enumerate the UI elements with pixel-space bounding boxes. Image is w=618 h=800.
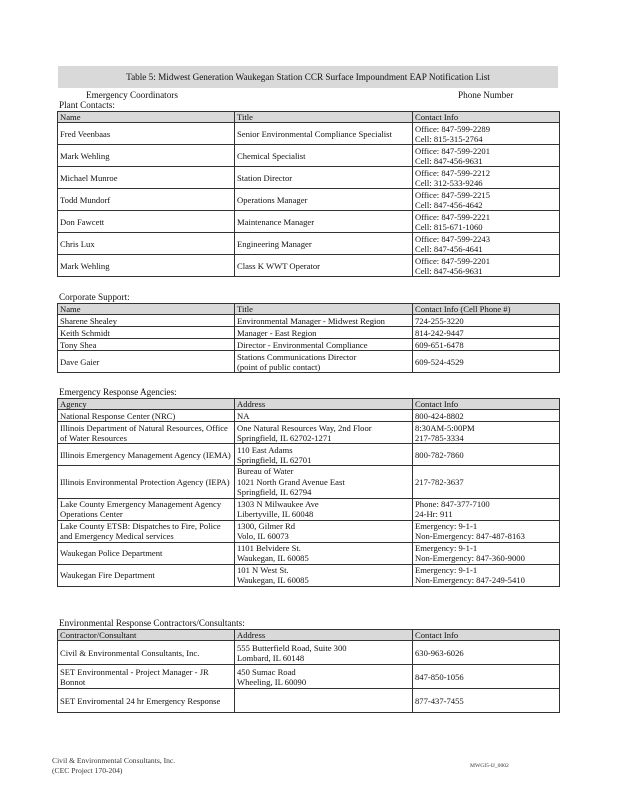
footer-document-code: MWGI5-IJ_0002 (470, 763, 509, 769)
table-row (58, 665, 560, 689)
contractor-contact: 847-850-1056 (413, 665, 560, 689)
contact-info: Office: 847-599-2215 Cell: 847-456-4642 (413, 189, 560, 211)
contact-name: Don Fawcett (58, 211, 235, 233)
table-row (58, 564, 560, 586)
table-row (58, 123, 560, 145)
contact-title: Stations Communications Director (point of public contact) (235, 351, 413, 373)
contractor-name: Civil & Environmental Consultants, Inc. (58, 641, 235, 665)
table-row (58, 542, 560, 564)
table-header-row (58, 304, 560, 315)
contact-info: Office: 847-599-2201 Cell: 847-456-9631 (413, 255, 560, 277)
contact-title: Senior Environmental Compliance Specialist (235, 123, 413, 145)
contact-name: Michael Munroe (58, 167, 235, 189)
table-row (58, 339, 560, 351)
table-row (58, 315, 560, 327)
contractor-contact: 877-437-7455 (413, 689, 560, 713)
table-row (58, 641, 560, 665)
contractor-name: SET Environmental - Project Manager - JR Bonnot (58, 665, 235, 689)
column-header: Contractor/Consultant (58, 630, 235, 641)
contact-name: Dave Gaier (58, 351, 235, 373)
contact-info: Office: 847-599-2243 Cell: 847-456-4641 (413, 233, 560, 255)
table-row (58, 351, 560, 373)
contact-title: Engineering Manager (235, 233, 413, 255)
column-header: Name (58, 112, 235, 123)
contact-name: Todd Mundorf (58, 189, 235, 211)
contact-title: Chemical Specialist (235, 145, 413, 167)
agency-name: Illinois Department of Natural Resources, Office of Water Resources (58, 422, 235, 444)
agency-address: One Natural Resources Way, 2nd Floor Springfield, IL 62702-1271 (235, 422, 413, 444)
contact-name: Fred Veenbaas (58, 123, 235, 145)
table-row (58, 255, 560, 277)
table-row (58, 211, 560, 233)
contact-name: Chris Lux (58, 233, 235, 255)
contact-info: Office: 847-599-2201 Cell: 847-456-9631 (413, 145, 560, 167)
contact-title: Maintenance Manager (235, 211, 413, 233)
column-header: Contact Info (Cell Phone #) (413, 304, 560, 315)
table-header-row (58, 630, 560, 641)
agency-address: 1300, Gilmer Rd Volo, IL 60073 (235, 520, 413, 542)
column-header: Address (235, 399, 413, 410)
agencies-table (57, 398, 560, 587)
table-row (58, 520, 560, 542)
agency-name: Waukegan Police Department (58, 542, 235, 564)
footer-project-number: (CEC Project 170-204) (52, 766, 123, 775)
column-header: Contact Info (413, 630, 560, 641)
contact-info: 609-651-6478 (413, 339, 560, 351)
agency-contact: Emergency: 9-1-1 Non-Emergency: 847-487-8163 (413, 520, 560, 542)
column-header: Title (235, 304, 413, 315)
agency-contact: Phone: 847-377-7100 24-Hr: 911 (413, 498, 560, 520)
table-row (58, 327, 560, 339)
footer-company (52, 756, 175, 776)
header-phone-number: Phone Number (458, 90, 514, 100)
table-row (58, 167, 560, 189)
contact-info: Office: 847-599-2212 Cell: 312-533-9246 (413, 167, 560, 189)
table-title: Table 5: Midwest Generation Waukegan Station CCR Surface Impoundment EAP Notification List (58, 66, 558, 88)
agency-address: 1101 Belvidere St. Waukegan, IL 60085 (235, 542, 413, 564)
agency-contact: 800-782-7860 (413, 444, 560, 466)
column-header: Contact Info (413, 112, 560, 123)
contractor-contact: 630-963-6026 (413, 641, 560, 665)
contact-info: 814-242-9447 (413, 327, 560, 339)
table-row (58, 498, 560, 520)
contact-title: Environmental Manager - Midwest Region (235, 315, 413, 327)
contact-title: Class K WWT Operator (235, 255, 413, 277)
table-header-row (58, 112, 560, 123)
agency-name: Illinois Emergency Management Agency (IEMA) (58, 444, 235, 466)
contact-info: Office: 847-599-2289 Cell: 815-315-2764 (413, 123, 560, 145)
corporate-support-table (57, 303, 560, 373)
header-emergency-coordinators: Emergency Coordinators (86, 90, 178, 100)
column-header: Contact Info (413, 399, 560, 410)
section-label-plant: Plant Contacts: (59, 100, 115, 110)
agency-address: NA (235, 410, 413, 422)
contractor-address (235, 689, 413, 713)
agency-contact: 800-424-8802 (413, 410, 560, 422)
column-header: Agency (58, 399, 235, 410)
contractor-name: SET Enviromental 24 hr Emergency Response (58, 689, 235, 713)
agency-address: Bureau of Water 1021 North Grand Avenue East Springfield, IL 62794 (235, 466, 413, 498)
contact-title: Operations Manager (235, 189, 413, 211)
contact-name: Keith Schmidt (58, 327, 235, 339)
plant-contacts-table (57, 111, 560, 277)
agency-name: Waukegan Fire Department (58, 564, 235, 586)
contact-name: Tony Shea (58, 339, 235, 351)
contact-info: 609-524-4529 (413, 351, 560, 373)
table-row (58, 444, 560, 466)
footer-company-name: Civil & Environmental Consultants, Inc. (52, 756, 176, 765)
table-header-row (58, 399, 560, 410)
table-row (58, 145, 560, 167)
contact-title: Director - Environmental Compliance (235, 339, 413, 351)
agency-contact: 217-782-3637 (413, 466, 560, 498)
agency-contact: Emergency: 9-1-1 Non-Emergency: 847-360-9000 (413, 542, 560, 564)
agency-address: 101 N West St. Waukegan, IL 60085 (235, 564, 413, 586)
contact-info: Office: 847-599-2221 Cell: 815-671-1060 (413, 211, 560, 233)
column-header: Name (58, 304, 235, 315)
agency-contact: 8:30AM-5:00PM 217-785-3334 (413, 422, 560, 444)
table-row (58, 466, 560, 498)
contact-title: Manager - East Region (235, 327, 413, 339)
contractor-address: 555 Butterfield Road, Suite 300 Lombard, IL 60148 (235, 641, 413, 665)
table-row (58, 422, 560, 444)
agency-contact: Emergency: 9-1-1 Non-Emergency: 847-249-5410 (413, 564, 560, 586)
section-label-contractors: Environmental Response Contractors/Consultants: (59, 618, 245, 628)
agency-name: Lake County ETSB: Dispatches to Fire, Police and Emergency Medical services (58, 520, 235, 542)
agency-name: Illinois Environmental Protection Agency (IEPA) (58, 466, 235, 498)
table-row (58, 689, 560, 713)
contact-name: Mark Wehling (58, 255, 235, 277)
contractors-table (57, 629, 560, 713)
contact-name: Sharene Shealey (58, 315, 235, 327)
contact-title: Station Director (235, 167, 413, 189)
section-label-agencies: Emergency Response Agencies: (59, 387, 177, 397)
agency-address: 1303 N Milwaukee Ave Libertyville, IL 60048 (235, 498, 413, 520)
table-row (58, 410, 560, 422)
section-label-corporate: Corporate Support: (59, 292, 130, 302)
column-header: Title (235, 112, 413, 123)
agency-address: 110 East Adams Springfield, IL 62701 (235, 444, 413, 466)
contact-name: Mark Wehling (58, 145, 235, 167)
table-row (58, 233, 560, 255)
contractor-address: 450 Sumac Road Wheeling, IL 60090 (235, 665, 413, 689)
contact-info: 724-255-3220 (413, 315, 560, 327)
column-header: Address (235, 630, 413, 641)
agency-name: Lake County Emergency Management Agency Operations Center (58, 498, 235, 520)
table-row (58, 189, 560, 211)
agency-name: National Response Center (NRC) (58, 410, 235, 422)
